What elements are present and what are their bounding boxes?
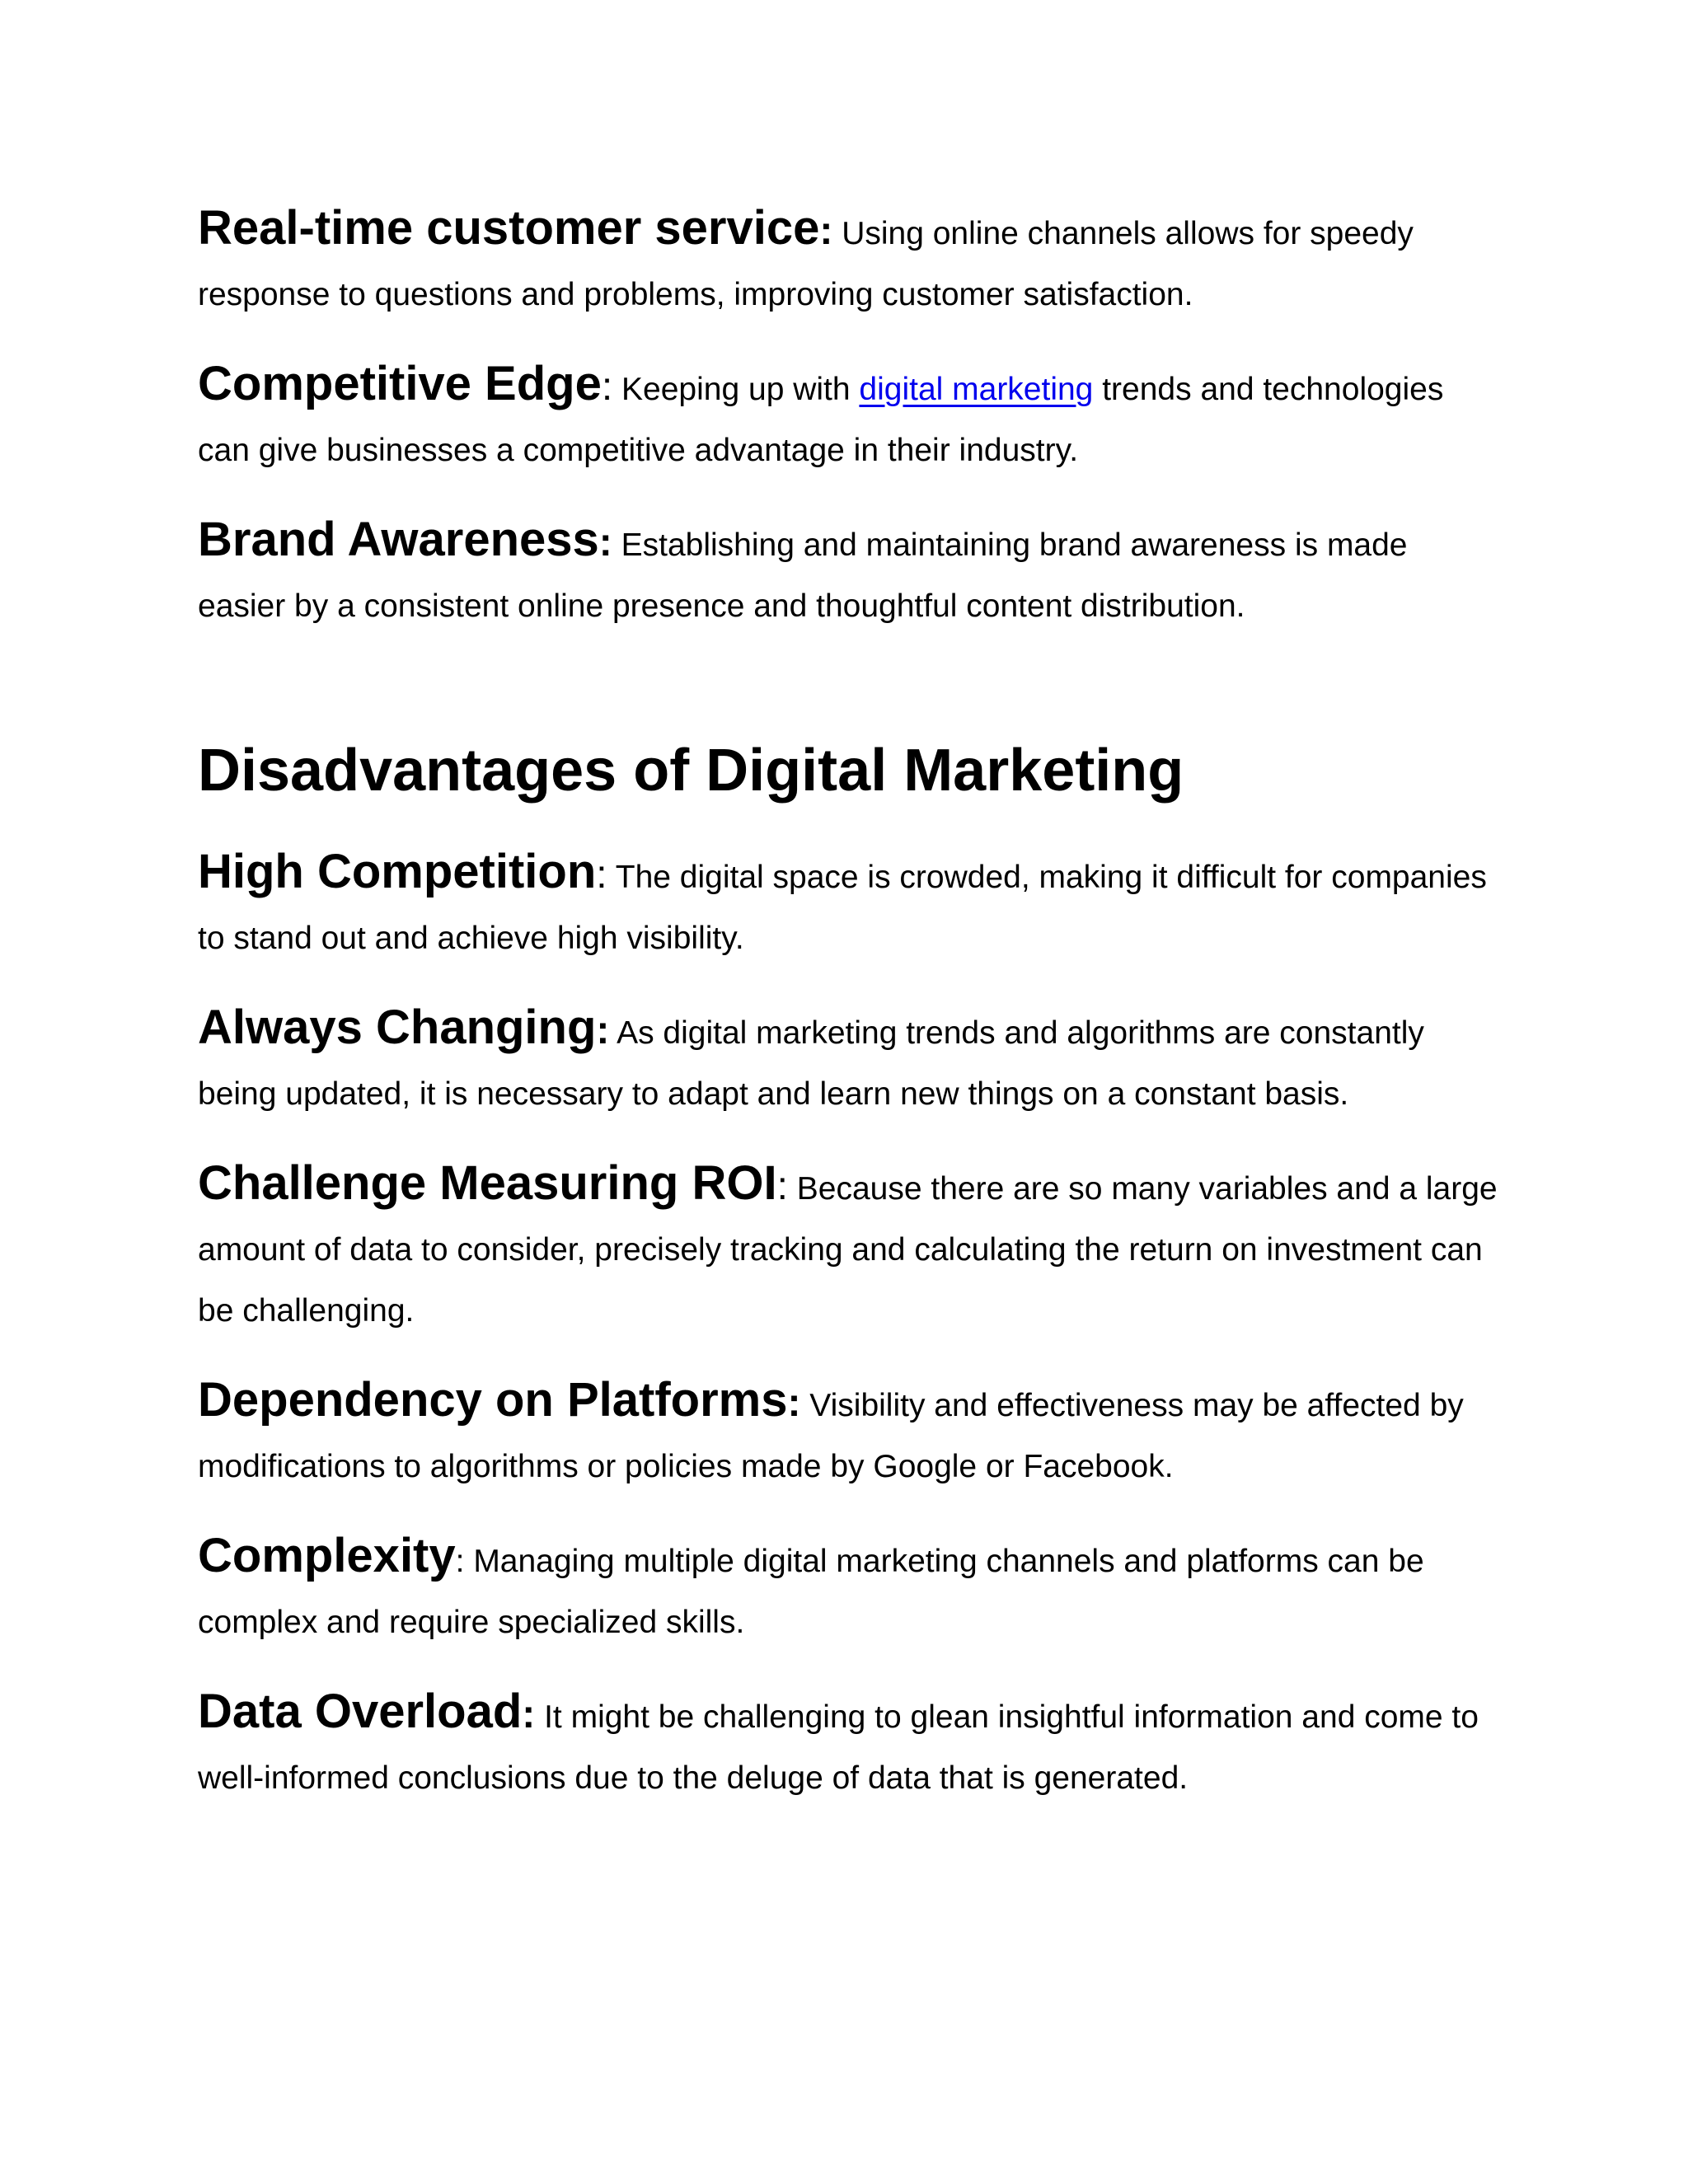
item-brand-awareness	[198, 509, 1500, 637]
item-description: Establishing and maintaining brand awareness is made easier by a consistent online presence and thoughtful content distribution.	[198, 527, 1408, 624]
item-description-continued: trends and technologies can give businesses a competitive advantage in their industry.	[198, 372, 1444, 468]
digital-marketing-link[interactable]: digital marketing	[859, 372, 1094, 407]
item-competitive-edge	[198, 354, 1500, 481]
item-separator: :	[819, 209, 833, 253]
item-term: High Competition	[198, 845, 597, 898]
item-term: Dependency on Platforms	[198, 1373, 788, 1427]
item-term: Competitive Edge	[198, 357, 602, 410]
item-separator: :	[455, 1544, 465, 1579]
item-term: Always Changing	[198, 1001, 597, 1054]
item-term: Challenge Measuring ROI	[198, 1156, 777, 1210]
item-description: It might be challenging to glean insightful information and come to well-informed conclusions due to the deluge of data that is generated.	[198, 1699, 1479, 1796]
item-real-time-customer-service	[198, 198, 1500, 326]
item-dependency-on-platforms	[198, 1370, 1500, 1497]
item-description: Keeping up with	[612, 372, 860, 407]
item-separator: :	[596, 1009, 610, 1052]
item-separator: :	[598, 521, 612, 565]
item-description: Managing multiple digital marketing channels and platforms can be complex and require specialized skills.	[198, 1544, 1424, 1640]
item-description: As digital marketing trends and algorithms are constantly being updated, it is necessary to adapt and learn new things on a constant basis.	[198, 1015, 1424, 1112]
item-high-competition	[198, 841, 1500, 969]
item-data-overload	[198, 1681, 1500, 1809]
item-description: The digital space is crowded, making it difficult for companies to stand out and achieve high visibility.	[198, 860, 1487, 956]
item-description: Because there are so many variables and a large amount of data to consider, precisely tracking and calculating the return on investment can be challenging.	[198, 1171, 1498, 1329]
item-description: Visibility and effectiveness may be affected by modifications to algorithms or policies made by Google or Facebook.	[198, 1388, 1464, 1484]
item-separator: :	[787, 1381, 801, 1425]
item-challenge-measuring-roi	[198, 1153, 1500, 1342]
item-separator: :	[596, 853, 607, 897]
item-term: Real-time customer service	[198, 201, 820, 255]
section-title: Disadvantages of Digital Marketing	[198, 738, 1184, 804]
item-term: Data Overload	[198, 1685, 523, 1738]
item-separator: :	[776, 1165, 788, 1208]
item-always-changing	[198, 997, 1500, 1125]
item-separator: :	[601, 365, 613, 409]
item-complexity	[198, 1526, 1500, 1653]
page-content	[198, 198, 1500, 1837]
item-separator: :	[522, 1693, 536, 1736]
item-description: Using online channels allows for speedy response to questions and problems, improving customer satisfaction.	[198, 216, 1414, 312]
item-term: Brand Awareness	[198, 513, 599, 566]
item-term: Complexity	[198, 1529, 456, 1582]
